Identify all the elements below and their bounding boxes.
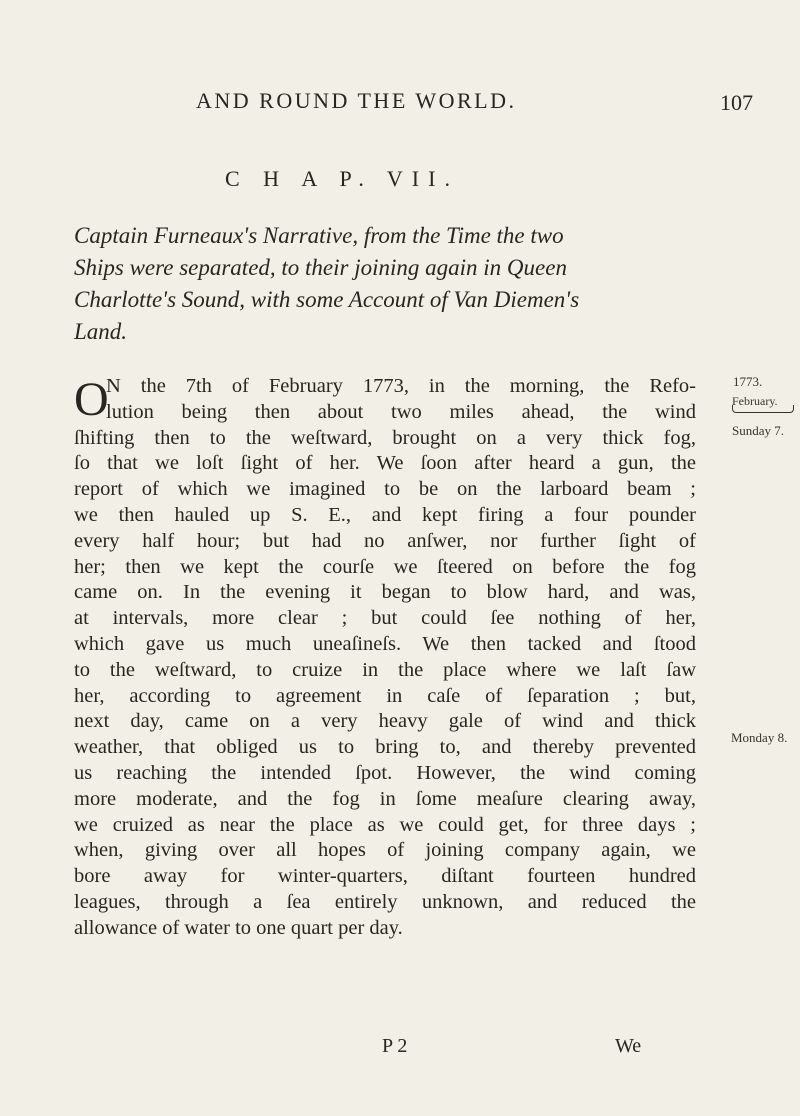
- text-line: we then hauled up S. E., and kept firing a four pounder: [74, 503, 696, 526]
- text-line: when, giving over all hopes of joining company again, we: [74, 839, 696, 862]
- page-number: 107: [720, 90, 753, 115]
- text-line: us reaching the intended ſpot. However, the wind coming: [74, 761, 696, 784]
- chapter-heading: C H A P. VII.: [225, 166, 459, 191]
- text-line: report of which we imagined to be on the larboard beam ;: [74, 478, 696, 501]
- summary-line: Ships were separated, to their joining again in Queen: [74, 255, 567, 280]
- text-line: weather, that obliged us to bring to, and thereby prevented: [74, 736, 696, 759]
- text-line: we cruized as near the place as we could get, for three days ;: [74, 813, 696, 836]
- text-line: N the 7th of February 1773, in the morning, the Refo-: [106, 375, 696, 397]
- margin-note-year: 1773.: [733, 374, 763, 389]
- running-head: AND ROUND THE WORLD.: [196, 88, 517, 113]
- margin-note-day: Monday 8.: [731, 730, 788, 745]
- margin-brace: [732, 405, 794, 413]
- text-line: at intervals, more clear ; but could ſee nothing of her,: [74, 607, 696, 630]
- text-line: which gave us much uneaſineſs. We then tacked and ſtood: [74, 632, 696, 655]
- text-line: bore away for winter-quarters, diſtant fourteen hundred: [74, 865, 696, 888]
- text-line: her, according to agreement in caſe of ſeparation ; but,: [74, 684, 696, 707]
- catchword: We: [615, 1035, 642, 1057]
- text-line: leagues, through a ſea entirely unknown, and reduced the: [74, 890, 696, 913]
- text-line: next day, came on a very heavy gale of wind and thick: [74, 710, 696, 733]
- text-line: more moderate, and the fog in ſome meaſure clearing away,: [74, 787, 696, 810]
- text-line: her; then we kept the courſe we ſteered on before the fog: [74, 555, 696, 578]
- drop-cap: O: [74, 373, 109, 426]
- text-line: lution being then about two miles ahead, the wind: [106, 400, 696, 423]
- chapter-summary: [74, 220, 694, 348]
- margin-note-month: February.: [732, 394, 778, 408]
- summary-line: Captain Furneaux's Narrative, from the Time the two: [74, 223, 564, 248]
- text-line: ſo that we loſt ſight of her. We ſoon after heard a gun, the: [74, 452, 696, 475]
- text-line: every half hour; but had no anſwer, nor further ſight of: [74, 529, 696, 552]
- text-line: to the weſtward, to cruize in the place where we laſt ſaw: [74, 658, 696, 681]
- margin-note-day: Sunday 7.: [732, 423, 784, 438]
- text-line: came on. In the evening it began to blow hard, and was,: [74, 581, 696, 604]
- body-paragraph: [74, 374, 696, 942]
- text-line: ſhifting then to the weſtward, brought on a very thick fog,: [74, 426, 696, 449]
- summary-line: Charlotte's Sound, with some Account of Van Diemen's: [74, 287, 580, 312]
- signature-mark: P 2: [382, 1035, 408, 1057]
- summary-line: Land.: [74, 319, 128, 344]
- text-line: allowance of water to one quart per day.: [74, 916, 403, 939]
